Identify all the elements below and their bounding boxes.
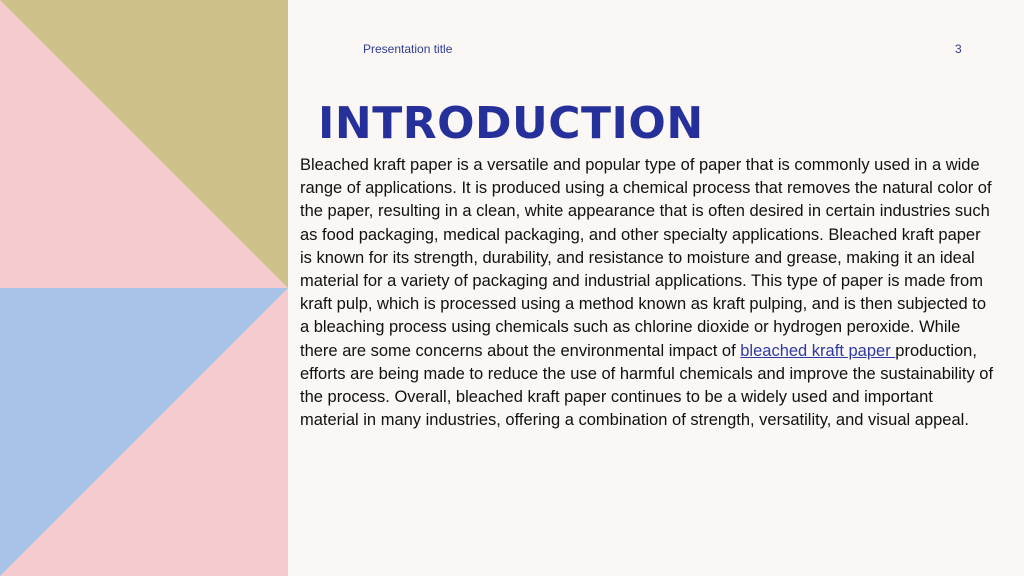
paragraph-text-start: Bleached kraft paper is a versatile and popular type of paper that is commonly used in a wide range of applications. It is produced using a chemical process that removes the natural color of the paper, resulting in a clean, white appearance that is often desired in certain industries such as food packaging, medical packaging, and other specialty applications. Bleached kraft paper is known for its strength, durability, and resistance to moisture and grease, making it an ideal material for a variety of packaging and industrial applications. This type of paper is made from kraft pulp, which is processed using a method known as kraft pulping, and is then subjected to a bleaching process using chemicals such as chlorine dioxide or hydrogen peroxide. While there are some concerns about the environmental impact of <box>300 156 992 360</box>
decorative-geometric-panel <box>0 0 288 576</box>
bleached-kraft-paper-link[interactable]: bleached kraft paper <box>740 341 896 360</box>
slide-heading: INTRODUCTION <box>318 98 704 149</box>
presentation-title: Presentation title <box>363 42 453 56</box>
intro-paragraph <box>300 154 996 432</box>
paragraph-text-end: production, efforts are being made to reduce the use of harmful chemicals and improve the sustainability of the process. Overall, bleached kraft paper continues to be a widely used and important material in many industries, offering a combination of strength, versatility, and visual appeal. <box>300 341 994 430</box>
page-number: 3 <box>955 42 962 56</box>
